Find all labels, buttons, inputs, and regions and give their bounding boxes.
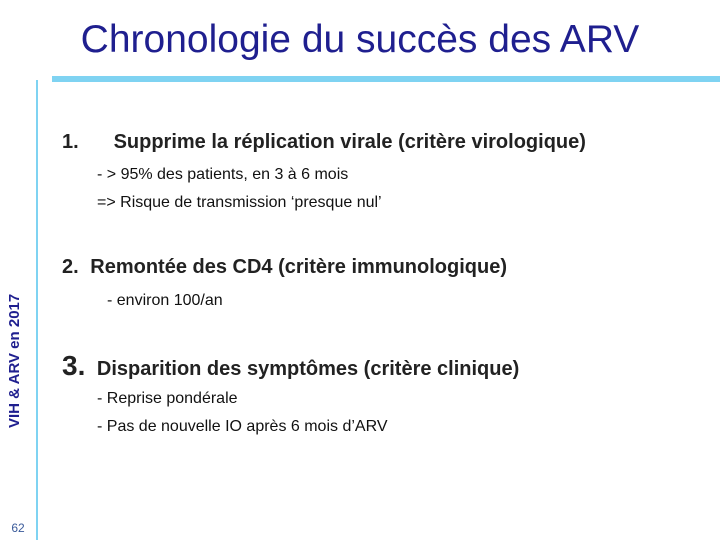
title-divider [52,76,720,82]
section-1-number: 1. [62,131,79,153]
section-1-heading [62,131,586,154]
sidebar-label: VIH & ARV en 2017 [6,293,23,429]
section-3-number: 3. [62,350,86,381]
section-2-number: 2. [62,256,79,278]
sidebar-divider [36,80,38,540]
slide-title: Chronologie du succès des ARV [80,18,640,61]
section-1-point-1: - > 95% des patients, en 3 à 6 mois [97,166,349,183]
section-3-point-2: - Pas de nouvelle IO après 6 mois d’ARV [97,418,388,435]
page-number: 62 [11,521,25,535]
section-3-point-1: - Reprise pondérale [97,390,238,407]
section-2-title: Remontée des CD4 (critère immunologique) [90,256,507,278]
section-1-title: Supprime la réplication virale (critère virologique) [113,131,586,153]
section-3-title: Disparition des symptômes (critère clinique) [96,358,520,380]
section-2-point-1: - environ 100/an [107,292,223,309]
section-2-heading [62,256,507,279]
section-1-point-2: => Risque de transmission ‘presque nul’ [97,194,382,211]
section-3-heading [62,350,519,382]
